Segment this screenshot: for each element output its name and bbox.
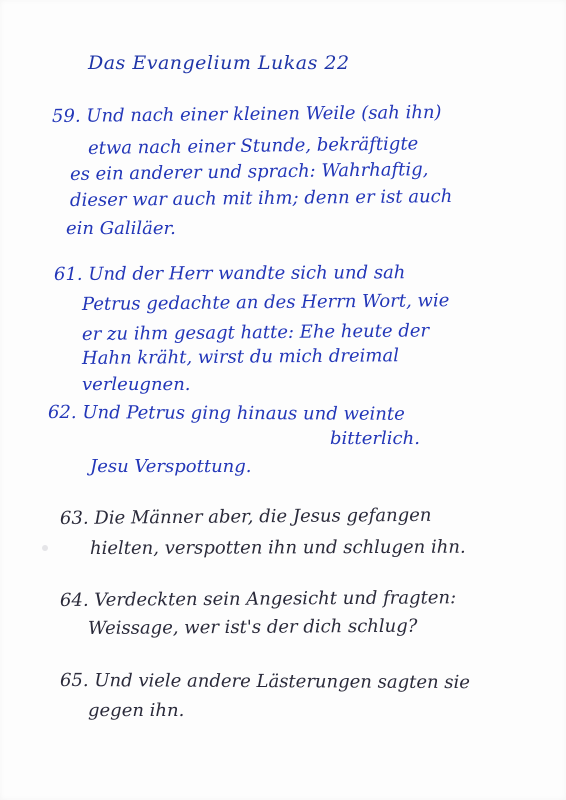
- verse-59-line-4: dieser war auch mit ihm; denn er ist auch: [69, 185, 453, 211]
- verse-61-line-1: 61. Und der Herr wandte sich und sah: [53, 262, 406, 285]
- section-heading: Jesu Verspottung.: [90, 456, 252, 477]
- verse-63-line-1: 63. Die Männer aber, die Jesus gefangen: [59, 504, 432, 529]
- verse-61-line-3: er zu ihm gesagt hatte: Ehe heute der: [81, 320, 430, 345]
- verse-59-line-2: etwa nach einer Stunde, bekräftigte: [87, 133, 419, 159]
- verse-65-line-2: gegen ihn.: [88, 700, 185, 721]
- verse-61-line-2: Petrus gedachte an des Herrn Wort, wie: [81, 290, 450, 315]
- verse-61-line-5: verleugnen.: [82, 374, 191, 395]
- verse-63-line-2: hielten, verspotten ihn und schlugen ihn.: [89, 536, 466, 559]
- verse-62-line-1: 62. Und Petrus ging hinaus und weinte: [47, 402, 405, 425]
- verse-64-line-1: 64. Verdeckten sein Angesicht und fragten:: [59, 587, 457, 611]
- verse-62-line-2: bitterlich.: [330, 428, 420, 449]
- verse-59-line-5: ein Galiläer.: [66, 218, 176, 239]
- verse-59-line-1: 59. Und nach einer kleinen Weile (sah ihn): [51, 101, 442, 127]
- verse-65-line-1: 65. Und viele andere Lästerungen sagten sie: [59, 670, 471, 694]
- verse-59-line-3: es ein anderer und sprach: Wahrhaftig,: [69, 158, 429, 185]
- verse-64-line-2: Weissage, wer ist's der dich schlug?: [87, 615, 418, 639]
- verse-61-line-4: Hahn kräht, wirst du mich dreimal: [81, 345, 400, 369]
- ink-smudge: [42, 545, 48, 551]
- page-title: Das Evangelium Lukas 22: [88, 52, 350, 74]
